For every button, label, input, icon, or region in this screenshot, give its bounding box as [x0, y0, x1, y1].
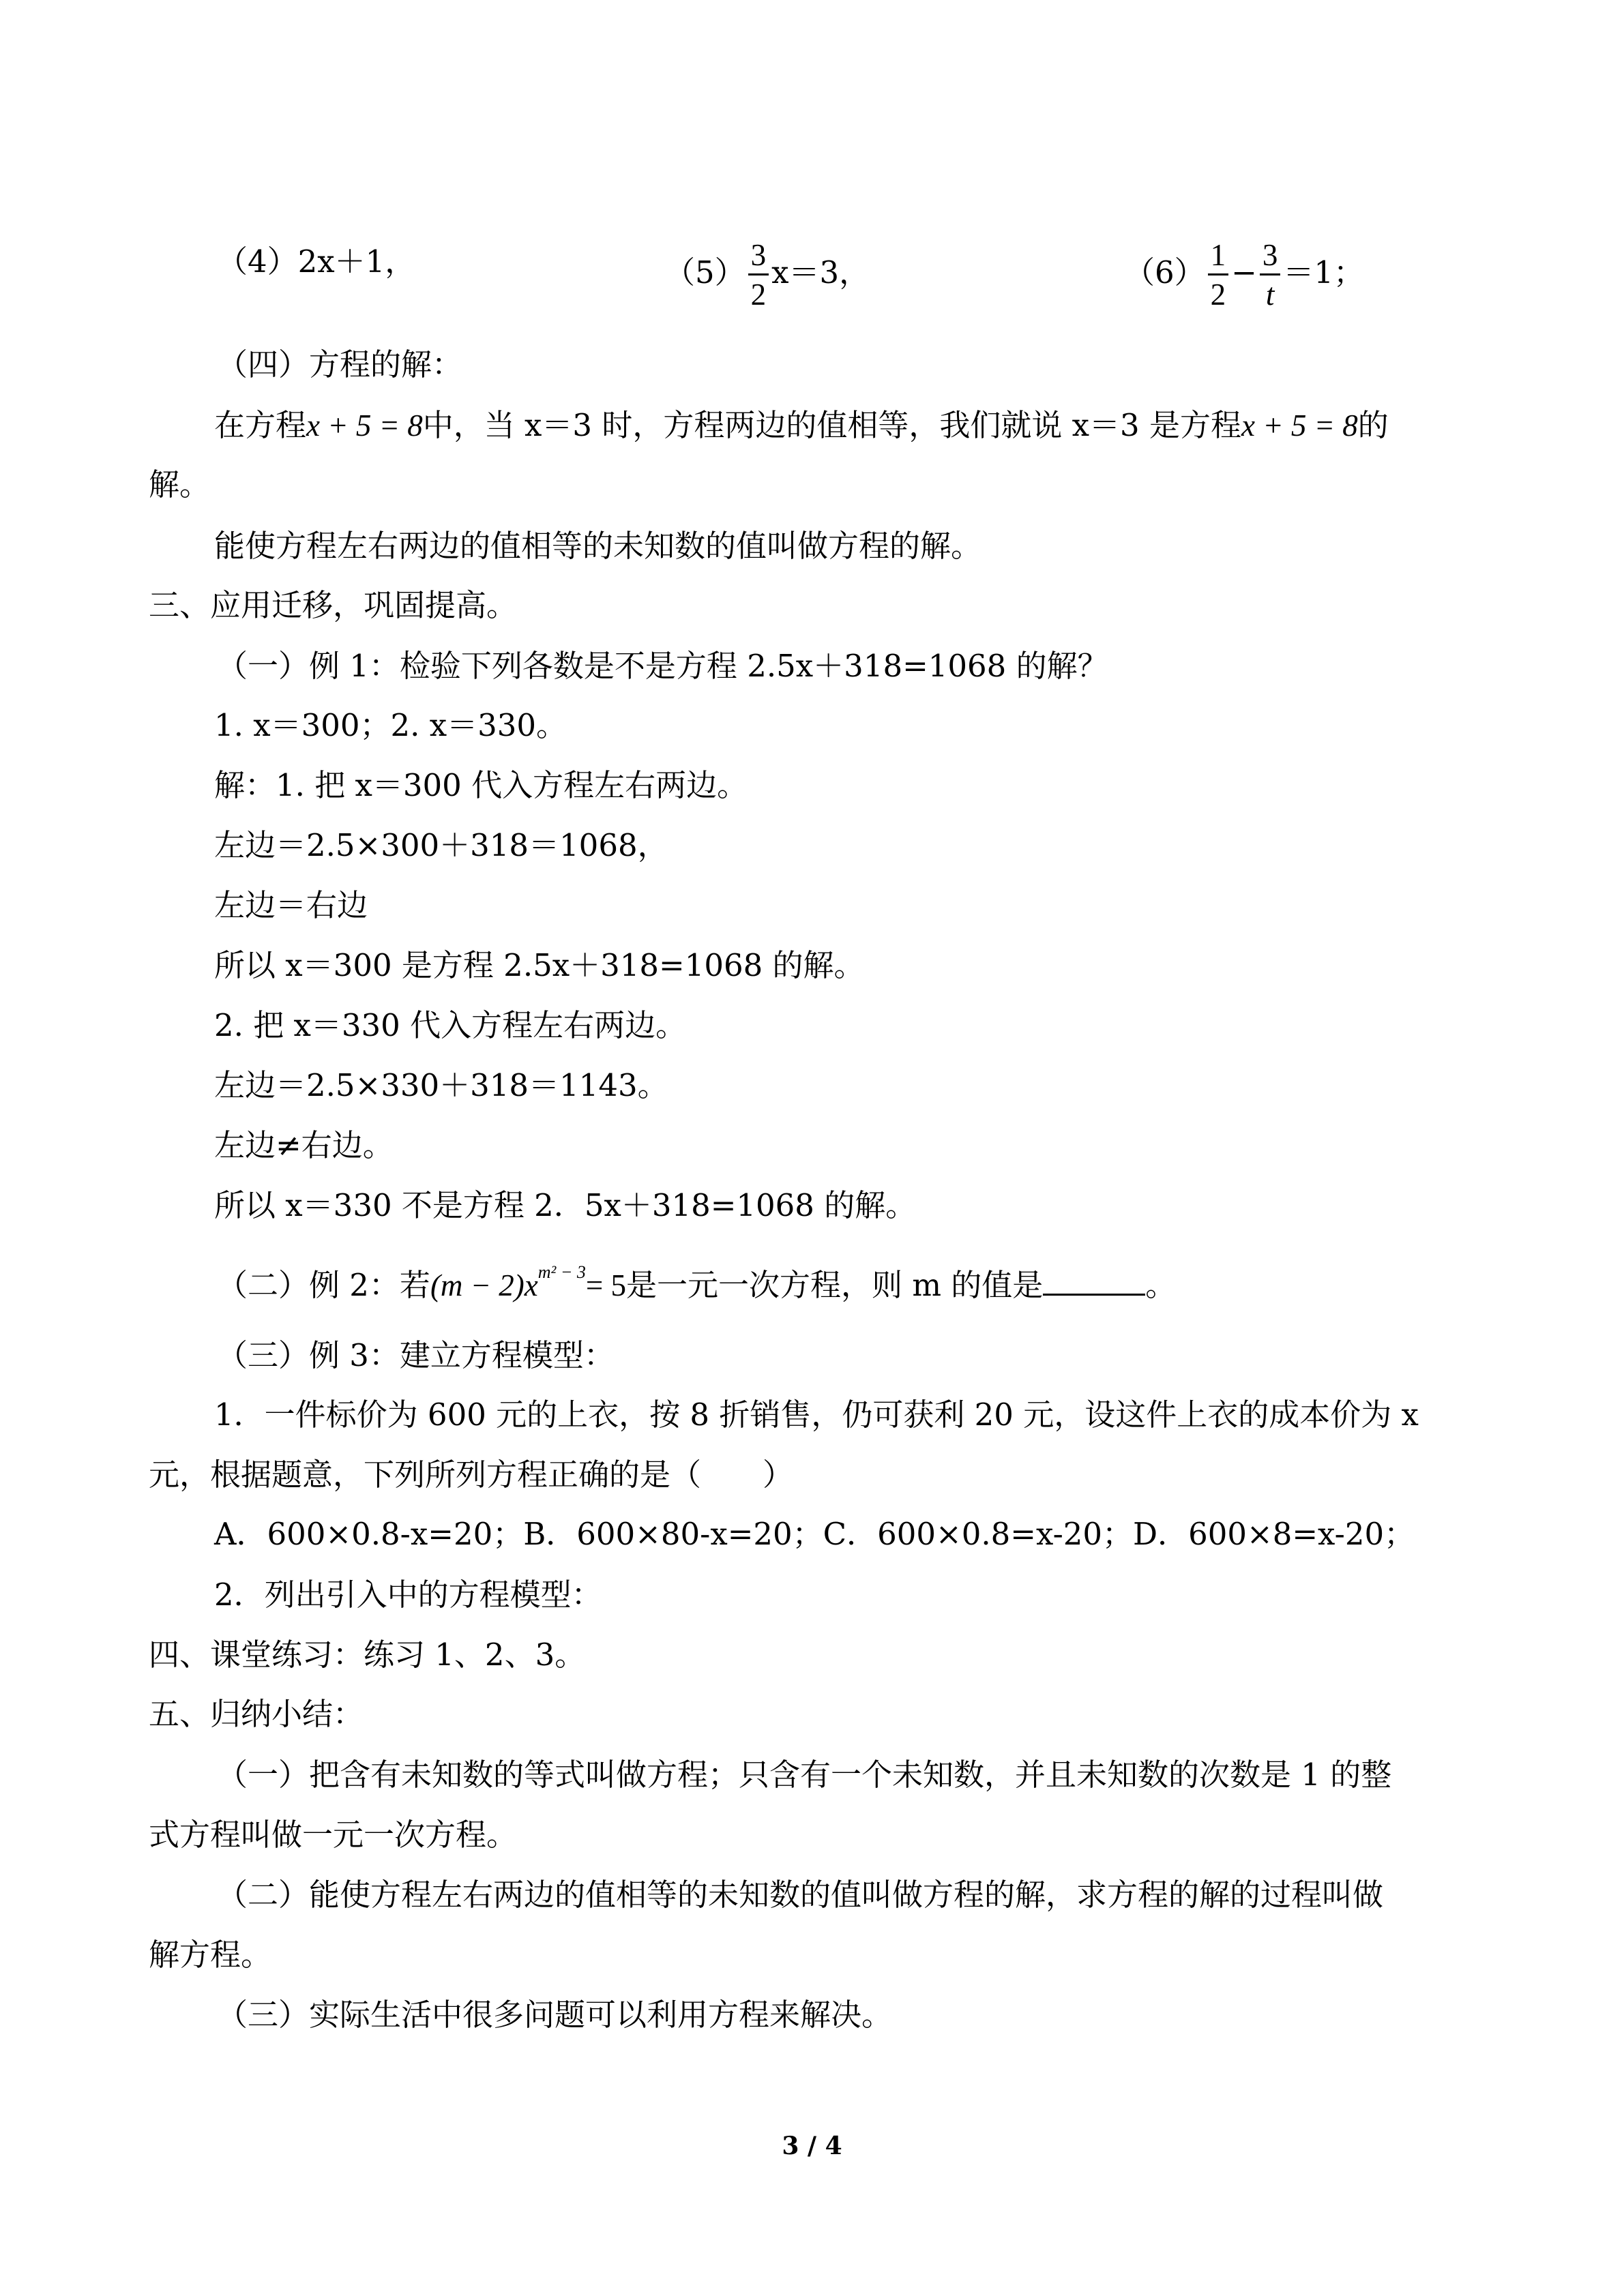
minus-sign: −	[1231, 254, 1257, 290]
fraction-1-over-2: $\frac{1}{2}$	[1208, 240, 1229, 310]
conclusion-1: 所以 x＝300 是方程 2.5x＋318=1068 的解。	[214, 947, 865, 983]
answer-blank[interactable]	[1043, 1268, 1145, 1296]
left-not-equal-right: 左边≠右边。	[214, 1127, 394, 1163]
example-3-part-2: 2．列出引入中的方程模型：	[214, 1577, 602, 1613]
left-equals-right: 左边＝右边	[214, 887, 368, 923]
exercise-item-5	[664, 238, 870, 312]
exercise-item-6	[1124, 238, 1364, 312]
solution-step-2: 2. 把 x＝330 代入方程左右两边。	[214, 1007, 687, 1043]
paragraph-solution-line-1: 在方程x + 5 = 8中，当 x＝3 时，方程两边的值相等，我们就说 x＝3 是方程x + 5 = 8的	[214, 407, 1389, 443]
summary-1-line-1: （一）把含有未知数的等式叫做方程；只含有一个未知数，并且未知数的次数是 1 的整	[217, 1757, 1392, 1793]
example-3-heading: （三）例 3：建立方程模型：	[217, 1337, 615, 1373]
summary-2-line-2: 解方程。	[149, 1937, 272, 1973]
left-side-calc-2: 左边＝2.5×330＋318＝1143。	[214, 1067, 668, 1103]
paragraph-solution-line-2: 解。	[149, 466, 211, 503]
fraction-3-over-t: $\frac{3}{t}$	[1260, 240, 1281, 310]
equation-x-plus-5-eq-8: x + 5 = 8	[306, 408, 423, 443]
summary-3: （三）实际生活中很多问题可以利用方程来解决。	[217, 1997, 893, 2033]
solution-step-1: 解：1. 把 x＝300 代入方程左右两边。	[214, 767, 748, 803]
section-three-heading: 三、应用迁移，巩固提高。	[149, 587, 518, 623]
item5-rest: x＝3，	[771, 254, 870, 290]
section-four-practice: 四、课堂练习：练习 1、2、3。	[149, 1637, 586, 1673]
equation-x-plus-5-eq-8-b: x + 5 = 8	[1241, 408, 1358, 443]
summary-1-line-2: 式方程叫做一元一次方程。	[149, 1817, 518, 1853]
conclusion-2: 所以 x＝330 不是方程 2．5x＋318=1068 的解。	[214, 1187, 917, 1223]
exercise-item-4: （4）2x＋1，	[217, 243, 416, 280]
example-3-problem-line-2: 元，根据题意，下列所列方程正确的是（ ）	[149, 1457, 794, 1493]
fraction-3-over-2: $\frac{3}{2}$	[748, 240, 769, 310]
example-2-question: （二）例 2：若$(m - 2)x^{m^2 - 3}= 5$是一元一次方程，则 m 的值是 。	[217, 1262, 1177, 1303]
expression-m-minus-2-x: (m − 2)x	[430, 1268, 538, 1302]
item6-rest: ＝1；	[1283, 254, 1364, 290]
exponent-m-squared-minus-3: m² − 3	[537, 1262, 586, 1282]
section-five-summary: 五、归纳小结：	[149, 1696, 364, 1732]
example-1-options: 1. x＝300；2. x＝330。	[214, 707, 567, 743]
page-number: 3 / 4	[782, 2132, 842, 2160]
summary-2-line-1: （二）能使方程左右两边的值相等的未知数的值叫做方程的解，求方程的解的过程叫做	[217, 1877, 1384, 1913]
example-1-question: （一）例 1：检验下列各数是不是方程 2.5x＋318=1068 的解？	[217, 648, 1108, 684]
item6-label: （6）	[1124, 254, 1205, 290]
left-side-calc-1: 左边＝2.5×300＋318＝1068，	[214, 827, 668, 863]
definition-solution: 能使方程左右两边的值相等的未知数的值叫做方程的解。	[214, 528, 982, 564]
example-3-problem-line-1: 1．一件标价为 600 元的上衣，按 8 折销售，仍可获利 20 元，设这件上衣的成本价为 x	[214, 1397, 1419, 1433]
heading-solution-of-equation: （四）方程的解：	[217, 346, 463, 383]
example-3-choices: A．600×0.8-x=20；B．600×80-x=20；C．600×0.8=x-20；D．600×8=x-20；	[214, 1516, 1415, 1552]
item5-label: （5）	[664, 254, 745, 290]
